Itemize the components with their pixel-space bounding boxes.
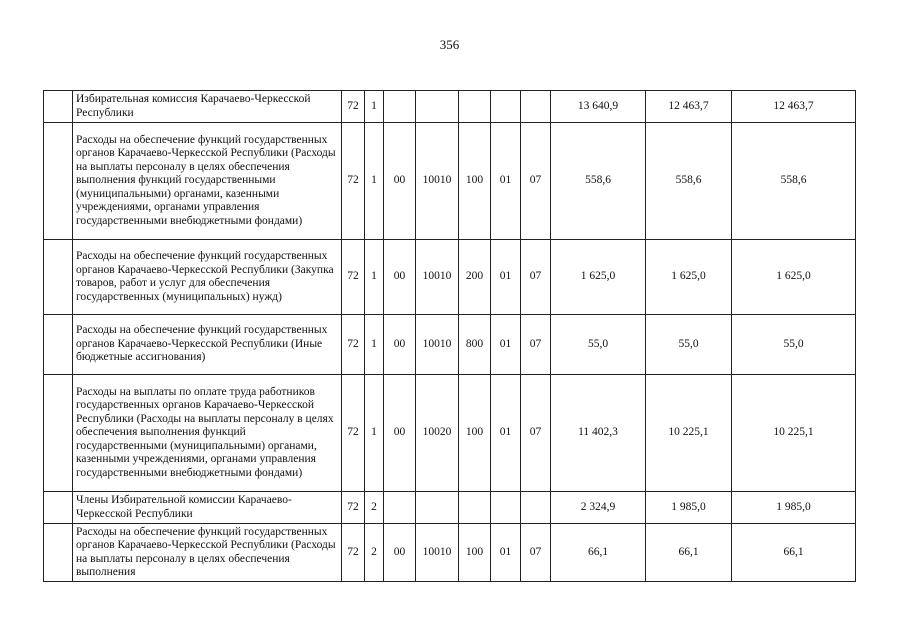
amount-year-2: 66,1 bbox=[646, 524, 732, 582]
direction-code: 10010 bbox=[416, 123, 459, 240]
index-cell bbox=[44, 123, 73, 240]
ministry-code: 72 bbox=[342, 240, 365, 315]
subprogram-code bbox=[384, 91, 416, 123]
ministry-code: 72 bbox=[342, 315, 365, 375]
program-code: 1 bbox=[365, 375, 384, 492]
subsection-code: 07 bbox=[521, 375, 551, 492]
index-cell bbox=[44, 240, 73, 315]
item-name: Избирательная комиссия Карачаево-Черкесской Республики bbox=[73, 91, 342, 123]
direction-code bbox=[416, 492, 459, 524]
amount-year-2: 1 625,0 bbox=[646, 240, 732, 315]
table-row bbox=[44, 492, 856, 524]
direction-code: 10010 bbox=[416, 524, 459, 582]
table-row bbox=[44, 315, 856, 375]
subprogram-code: 00 bbox=[384, 240, 416, 315]
expense-type-code bbox=[459, 91, 491, 123]
subsection-code: 07 bbox=[521, 240, 551, 315]
amount-year-1: 1 625,0 bbox=[551, 240, 646, 315]
amount-year-1: 13 640,9 bbox=[551, 91, 646, 123]
expense-type-code: 200 bbox=[459, 240, 491, 315]
amount-year-1: 558,6 bbox=[551, 123, 646, 240]
subsection-code bbox=[521, 91, 551, 123]
item-name: Расходы на обеспечение функций государственных органов Карачаево-Черкесской Республики (Закупка товаров, работ и услуг для обеспечения государственных (муниципальных) нужд) bbox=[73, 240, 342, 315]
amount-year-2: 10 225,1 bbox=[646, 375, 732, 492]
amount-year-2: 55,0 bbox=[646, 315, 732, 375]
section-code bbox=[491, 91, 521, 123]
direction-code: 10020 bbox=[416, 375, 459, 492]
amount-year-3: 10 225,1 bbox=[732, 375, 856, 492]
expense-type-code: 100 bbox=[459, 375, 491, 492]
table-row bbox=[44, 375, 856, 492]
direction-code bbox=[416, 91, 459, 123]
section-code bbox=[491, 492, 521, 524]
program-code: 1 bbox=[365, 91, 384, 123]
subsection-code: 07 bbox=[521, 524, 551, 582]
index-cell bbox=[44, 315, 73, 375]
amount-year-3: 1 985,0 bbox=[732, 492, 856, 524]
subsection-code: 07 bbox=[521, 123, 551, 240]
amount-year-1: 55,0 bbox=[551, 315, 646, 375]
amount-year-3: 12 463,7 bbox=[732, 91, 856, 123]
table-row bbox=[44, 240, 856, 315]
amount-year-1: 11 402,3 bbox=[551, 375, 646, 492]
subprogram-code: 00 bbox=[384, 375, 416, 492]
subsection-code: 07 bbox=[521, 315, 551, 375]
amount-year-1: 66,1 bbox=[551, 524, 646, 582]
section-code: 01 bbox=[491, 123, 521, 240]
expense-type-code: 800 bbox=[459, 315, 491, 375]
table-row bbox=[44, 524, 856, 582]
index-cell bbox=[44, 375, 73, 492]
section-code: 01 bbox=[491, 524, 521, 582]
expense-type-code: 100 bbox=[459, 123, 491, 240]
subprogram-code: 00 bbox=[384, 123, 416, 240]
ministry-code: 72 bbox=[342, 123, 365, 240]
subsection-code bbox=[521, 492, 551, 524]
program-code: 1 bbox=[365, 123, 384, 240]
amount-year-2: 1 985,0 bbox=[646, 492, 732, 524]
program-code: 2 bbox=[365, 492, 384, 524]
direction-code: 10010 bbox=[416, 315, 459, 375]
amount-year-3: 55,0 bbox=[732, 315, 856, 375]
subprogram-code: 00 bbox=[384, 315, 416, 375]
section-code: 01 bbox=[491, 375, 521, 492]
amount-year-3: 558,6 bbox=[732, 123, 856, 240]
index-cell bbox=[44, 492, 73, 524]
program-code: 1 bbox=[365, 315, 384, 375]
amount-year-1: 2 324,9 bbox=[551, 492, 646, 524]
index-cell bbox=[44, 524, 73, 582]
table-row bbox=[44, 91, 856, 123]
item-name: Расходы на обеспечение функций государственных органов Карачаево-Черкесской Республики (Расходы на выплаты персоналу в целях обеспечения выполнения функций государственными (муниципальными) органами, казенными учреждениями, органами управления государственными внебюджетными фондами) bbox=[73, 123, 342, 240]
section-code: 01 bbox=[491, 315, 521, 375]
item-name: Расходы на обеспечение функций государственных органов Карачаево-Черкесской Республики (Иные бюджетные ассигнования) bbox=[73, 315, 342, 375]
expense-type-code bbox=[459, 492, 491, 524]
subprogram-code bbox=[384, 492, 416, 524]
amount-year-3: 66,1 bbox=[732, 524, 856, 582]
item-name: Расходы на обеспечение функций государственных органов Карачаево-Черкесской Республики (Расходы на выплаты персоналу в целях обеспечения выполнения bbox=[73, 524, 342, 582]
ministry-code: 72 bbox=[342, 524, 365, 582]
ministry-code: 72 bbox=[342, 91, 365, 123]
amount-year-2: 558,6 bbox=[646, 123, 732, 240]
page-number: 356 bbox=[439, 37, 460, 52]
amount-year-2: 12 463,7 bbox=[646, 91, 732, 123]
index-cell bbox=[44, 91, 73, 123]
item-name: Расходы на выплаты по оплате труда работников государственных органов Карачаево-Черкесской Республики (Расходы на выплаты персоналу в целях обеспечения выполнения функций государственными (муниципальными) органами, казенными учреждениями, органами управления государственными внебюджетными фондами) bbox=[73, 375, 342, 492]
ministry-code: 72 bbox=[342, 375, 365, 492]
item-name: Члены Избирательной комиссии Карачаево-Черкесской Республики bbox=[73, 492, 342, 524]
ministry-code: 72 bbox=[342, 492, 365, 524]
section-code: 01 bbox=[491, 240, 521, 315]
program-code: 1 bbox=[365, 240, 384, 315]
budget-table bbox=[43, 90, 856, 582]
subprogram-code: 00 bbox=[384, 524, 416, 582]
amount-year-3: 1 625,0 bbox=[732, 240, 856, 315]
direction-code: 10010 bbox=[416, 240, 459, 315]
program-code: 2 bbox=[365, 524, 384, 582]
table-row bbox=[44, 123, 856, 240]
expense-type-code: 100 bbox=[459, 524, 491, 582]
